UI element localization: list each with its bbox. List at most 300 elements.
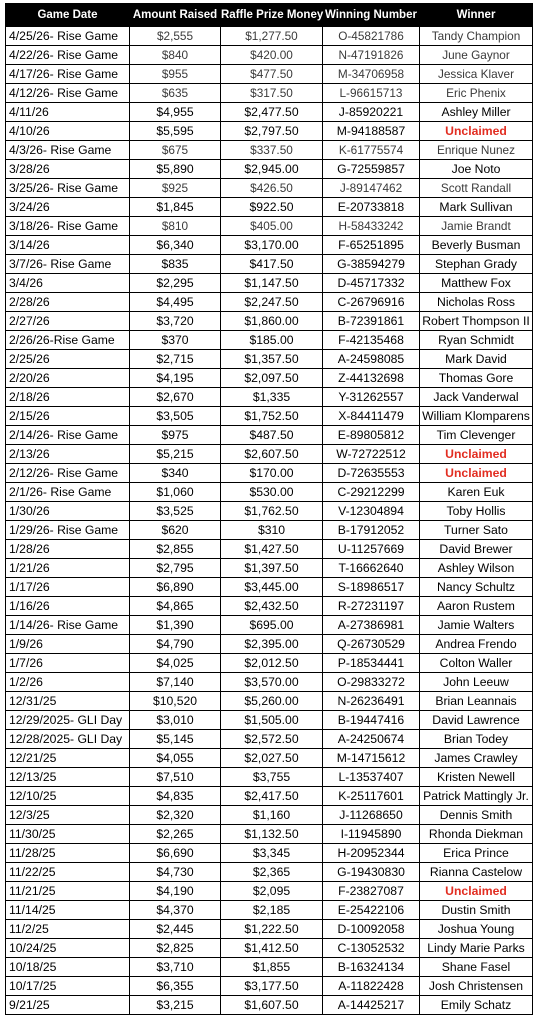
amount-raised-cell: $810	[130, 217, 221, 236]
table-row	[6, 958, 533, 977]
prize-money-cell: $426.50	[221, 179, 323, 198]
amount-raised-cell: $1,390	[130, 616, 221, 635]
prize-money-cell: $317.50	[221, 84, 323, 103]
game-date-cell: 2/1/26- Rise Game	[6, 483, 130, 502]
winner-cell: Unclaimed	[420, 445, 533, 464]
prize-money-cell: $2,185	[221, 901, 323, 920]
game-date-cell: 10/17/25	[6, 977, 130, 996]
game-date-cell: 12/10/25	[6, 787, 130, 806]
game-date-cell: 1/29/26- Rise Game	[6, 521, 130, 540]
winning-number-cell: E-89805812	[323, 426, 420, 445]
prize-money-cell: $3,177.50	[221, 977, 323, 996]
winner-cell: Andrea Frendo	[420, 635, 533, 654]
table-row	[6, 787, 533, 806]
winning-number-cell: G-19430830	[323, 863, 420, 882]
winning-number-cell: C-13052532	[323, 939, 420, 958]
table-row	[6, 217, 533, 236]
game-date-cell: 11/22/25	[6, 863, 130, 882]
winner-cell: Brian Todey	[420, 730, 533, 749]
amount-raised-cell: $4,370	[130, 901, 221, 920]
game-date-cell: 4/11/26	[6, 103, 130, 122]
amount-raised-cell: $5,595	[130, 122, 221, 141]
winner-cell: Jack Vanderwal	[420, 388, 533, 407]
game-date-cell: 4/3/26- Rise Game	[6, 141, 130, 160]
table-row	[6, 388, 533, 407]
winning-number-cell: O-45821786	[323, 27, 420, 46]
table-row	[6, 84, 533, 103]
game-date-cell: 12/29/2025- GLI Day	[6, 711, 130, 730]
winner-cell: Rhonda Diekman	[420, 825, 533, 844]
winner-cell: Nancy Schultz	[420, 578, 533, 597]
amount-raised-cell: $370	[130, 331, 221, 350]
amount-raised-cell: $925	[130, 179, 221, 198]
winner-cell: Joe Noto	[420, 160, 533, 179]
winning-number-cell: P-18534441	[323, 654, 420, 673]
amount-raised-cell: $4,190	[130, 882, 221, 901]
amount-raised-cell: $2,320	[130, 806, 221, 825]
table-row	[6, 597, 533, 616]
game-date-cell: 2/27/26	[6, 312, 130, 331]
prize-money-cell: $1,505.00	[221, 711, 323, 730]
winning-number-cell: O-29833272	[323, 673, 420, 692]
game-date-cell: 2/12/26- Rise Game	[6, 464, 130, 483]
game-date-cell: 1/9/26	[6, 635, 130, 654]
amount-raised-cell: $4,790	[130, 635, 221, 654]
winner-cell: Eric Phenix	[420, 84, 533, 103]
table-row	[6, 27, 533, 46]
winning-number-cell: H-20952344	[323, 844, 420, 863]
table-row	[6, 863, 533, 882]
table-row	[6, 445, 533, 464]
game-date-cell: 1/2/26	[6, 673, 130, 692]
winning-number-cell: K-25117601	[323, 787, 420, 806]
game-date-cell: 10/24/25	[6, 939, 130, 958]
game-date-cell: 3/28/26	[6, 160, 130, 179]
game-date-cell: 1/16/26	[6, 597, 130, 616]
table-row	[6, 426, 533, 445]
table-row	[6, 844, 533, 863]
game-date-cell: 2/28/26	[6, 293, 130, 312]
game-date-cell: 11/28/25	[6, 844, 130, 863]
winner-cell: Tandy Champion	[420, 27, 533, 46]
winning-number-cell: I-11945890	[323, 825, 420, 844]
table-row	[6, 160, 533, 179]
prize-money-cell: $2,365	[221, 863, 323, 882]
winning-number-cell: M-94188587	[323, 122, 420, 141]
prize-money-cell: $1,762.50	[221, 502, 323, 521]
winning-number-cell: F-42135468	[323, 331, 420, 350]
amount-raised-cell: $620	[130, 521, 221, 540]
raffle-results-container	[5, 3, 532, 1015]
prize-money-cell: $310	[221, 521, 323, 540]
game-date-cell: 2/20/26	[6, 369, 130, 388]
winner-cell: Unclaimed	[420, 464, 533, 483]
winner-cell: James Crawley	[420, 749, 533, 768]
table-row	[6, 730, 533, 749]
amount-raised-cell: $6,355	[130, 977, 221, 996]
winner-cell: Enrique Nunez	[420, 141, 533, 160]
game-date-cell: 11/2/25	[6, 920, 130, 939]
winning-number-cell: S-18986517	[323, 578, 420, 597]
winning-number-cell: J-89147462	[323, 179, 420, 198]
game-date-cell: 1/28/26	[6, 540, 130, 559]
header-game-date: Game Date	[6, 4, 130, 27]
winner-cell: Ryan Schmidt	[420, 331, 533, 350]
winner-cell: Scott Randall	[420, 179, 533, 198]
winner-cell: John Leeuw	[420, 673, 533, 692]
winner-cell: William Klomparens	[420, 407, 533, 426]
winning-number-cell: X-84411479	[323, 407, 420, 426]
winner-cell: Jamie Brandt	[420, 217, 533, 236]
prize-money-cell: $2,395.00	[221, 635, 323, 654]
game-date-cell: 12/28/2025- GLI Day	[6, 730, 130, 749]
prize-money-cell: $2,095	[221, 882, 323, 901]
winner-cell: Matthew Fox	[420, 274, 533, 293]
prize-money-cell: $1,855	[221, 958, 323, 977]
winner-cell: Jessica Klaver	[420, 65, 533, 84]
prize-money-cell: $1,335	[221, 388, 323, 407]
prize-money-cell: $1,160	[221, 806, 323, 825]
amount-raised-cell: $4,195	[130, 369, 221, 388]
table-row	[6, 122, 533, 141]
winning-number-cell: C-29212299	[323, 483, 420, 502]
amount-raised-cell: $975	[130, 426, 221, 445]
table-row	[6, 141, 533, 160]
table-body	[6, 27, 533, 1015]
game-date-cell: 12/3/25	[6, 806, 130, 825]
table-row	[6, 407, 533, 426]
header-winner: Winner	[420, 4, 533, 27]
prize-money-cell: $1,607.50	[221, 996, 323, 1015]
winner-cell: David Brewer	[420, 540, 533, 559]
game-date-cell: 1/14/26- Rise Game	[6, 616, 130, 635]
winner-cell: Kristen Newell	[420, 768, 533, 787]
prize-money-cell: $337.50	[221, 141, 323, 160]
amount-raised-cell: $4,955	[130, 103, 221, 122]
prize-money-cell: $420.00	[221, 46, 323, 65]
amount-raised-cell: $4,865	[130, 597, 221, 616]
table-row	[6, 350, 533, 369]
winner-cell: Thomas Gore	[420, 369, 533, 388]
table-row	[6, 502, 533, 521]
amount-raised-cell: $6,340	[130, 236, 221, 255]
table-row	[6, 711, 533, 730]
winning-number-cell: A-11822428	[323, 977, 420, 996]
prize-money-cell: $1,397.50	[221, 559, 323, 578]
amount-raised-cell: $1,845	[130, 198, 221, 217]
table-row	[6, 483, 533, 502]
winning-number-cell: B-16324134	[323, 958, 420, 977]
game-date-cell: 9/21/25	[6, 996, 130, 1015]
game-date-cell: 11/14/25	[6, 901, 130, 920]
winner-cell: David Lawrence	[420, 711, 533, 730]
table-row	[6, 255, 533, 274]
table-row	[6, 825, 533, 844]
table-row	[6, 464, 533, 483]
winning-number-cell: H-58433242	[323, 217, 420, 236]
prize-money-cell: $2,945.00	[221, 160, 323, 179]
prize-money-cell: $1,412.50	[221, 939, 323, 958]
winning-number-cell: F-23827087	[323, 882, 420, 901]
game-date-cell: 2/15/26	[6, 407, 130, 426]
game-date-cell: 3/14/26	[6, 236, 130, 255]
header-winning-number: Winning Number	[323, 4, 420, 27]
prize-money-cell: $1,132.50	[221, 825, 323, 844]
table-row	[6, 616, 533, 635]
prize-money-cell: $487.50	[221, 426, 323, 445]
winner-cell: Josh Christensen	[420, 977, 533, 996]
prize-money-cell: $170.00	[221, 464, 323, 483]
amount-raised-cell: $6,690	[130, 844, 221, 863]
prize-money-cell: $185.00	[221, 331, 323, 350]
table-row	[6, 198, 533, 217]
amount-raised-cell: $7,510	[130, 768, 221, 787]
game-date-cell: 3/7/26- Rise Game	[6, 255, 130, 274]
prize-money-cell: $3,445.00	[221, 578, 323, 597]
amount-raised-cell: $3,505	[130, 407, 221, 426]
prize-money-cell: $922.50	[221, 198, 323, 217]
amount-raised-cell: $5,145	[130, 730, 221, 749]
winning-number-cell: V-12304894	[323, 502, 420, 521]
game-date-cell: 4/22/26- Rise Game	[6, 46, 130, 65]
table-row	[6, 274, 533, 293]
game-date-cell: 1/30/26	[6, 502, 130, 521]
winner-cell: Emily Schatz	[420, 996, 533, 1015]
winner-cell: Mark Sullivan	[420, 198, 533, 217]
winning-number-cell: B-72391861	[323, 312, 420, 331]
prize-money-cell: $2,797.50	[221, 122, 323, 141]
amount-raised-cell: $4,835	[130, 787, 221, 806]
table-row	[6, 103, 533, 122]
prize-money-cell: $1,860.00	[221, 312, 323, 331]
amount-raised-cell: $635	[130, 84, 221, 103]
winner-cell: Unclaimed	[420, 882, 533, 901]
game-date-cell: 11/21/25	[6, 882, 130, 901]
game-date-cell: 11/30/25	[6, 825, 130, 844]
prize-money-cell: $405.00	[221, 217, 323, 236]
winning-number-cell: N-26236491	[323, 692, 420, 711]
amount-raised-cell: $2,855	[130, 540, 221, 559]
winning-number-cell: A-24598085	[323, 350, 420, 369]
amount-raised-cell: $1,060	[130, 483, 221, 502]
amount-raised-cell: $4,055	[130, 749, 221, 768]
game-date-cell: 1/21/26	[6, 559, 130, 578]
winner-cell: Jamie Walters	[420, 616, 533, 635]
winning-number-cell: N-47191826	[323, 46, 420, 65]
table-row	[6, 331, 533, 350]
prize-money-cell: $1,277.50	[221, 27, 323, 46]
amount-raised-cell: $3,525	[130, 502, 221, 521]
winner-cell: Robert Thompson II	[420, 312, 533, 331]
game-date-cell: 3/25/26- Rise Game	[6, 179, 130, 198]
table-row	[6, 749, 533, 768]
amount-raised-cell: $10,520	[130, 692, 221, 711]
game-date-cell: 3/18/26- Rise Game	[6, 217, 130, 236]
prize-money-cell: $1,427.50	[221, 540, 323, 559]
table-row	[6, 65, 533, 84]
prize-money-cell: $3,345	[221, 844, 323, 863]
winning-number-cell: J-85920221	[323, 103, 420, 122]
winning-number-cell: D-10092058	[323, 920, 420, 939]
table-row	[6, 236, 533, 255]
winning-number-cell: A-24250674	[323, 730, 420, 749]
prize-money-cell: $2,432.50	[221, 597, 323, 616]
winning-number-cell: M-34706958	[323, 65, 420, 84]
header-amount-raised: Amount Raised	[130, 4, 221, 27]
prize-money-cell: $695.00	[221, 616, 323, 635]
amount-raised-cell: $340	[130, 464, 221, 483]
table-row	[6, 179, 533, 198]
prize-money-cell: $1,222.50	[221, 920, 323, 939]
prize-money-cell: $2,247.50	[221, 293, 323, 312]
table-row	[6, 635, 533, 654]
header-raffle-prize-money: Raffle Prize Money	[221, 4, 323, 27]
prize-money-cell: $5,260.00	[221, 692, 323, 711]
winner-cell: Stephan Grady	[420, 255, 533, 274]
winner-cell: Erica Prince	[420, 844, 533, 863]
winning-number-cell: T-16662640	[323, 559, 420, 578]
amount-raised-cell: $3,215	[130, 996, 221, 1015]
game-date-cell: 4/17/26- Rise Game	[6, 65, 130, 84]
winning-number-cell: Q-26730529	[323, 635, 420, 654]
winning-number-cell: B-17912052	[323, 521, 420, 540]
winner-cell: Karen Euk	[420, 483, 533, 502]
table-row	[6, 654, 533, 673]
game-date-cell: 2/18/26	[6, 388, 130, 407]
winning-number-cell: A-14425217	[323, 996, 420, 1015]
winner-cell: Nicholas Ross	[420, 293, 533, 312]
winner-cell: Tim Clevenger	[420, 426, 533, 445]
table-row	[6, 293, 533, 312]
game-date-cell: 2/14/26- Rise Game	[6, 426, 130, 445]
winning-number-cell: E-20733818	[323, 198, 420, 217]
amount-raised-cell: $3,010	[130, 711, 221, 730]
winning-number-cell: R-27231197	[323, 597, 420, 616]
amount-raised-cell: $6,890	[130, 578, 221, 597]
winning-number-cell: J-11268650	[323, 806, 420, 825]
prize-money-cell: $2,417.50	[221, 787, 323, 806]
amount-raised-cell: $4,730	[130, 863, 221, 882]
winner-cell: Brian Leannais	[420, 692, 533, 711]
table-row	[6, 977, 533, 996]
winner-cell: June Gaynor	[420, 46, 533, 65]
table-row	[6, 939, 533, 958]
amount-raised-cell: $2,670	[130, 388, 221, 407]
amount-raised-cell: $835	[130, 255, 221, 274]
winner-cell: Beverly Busman	[420, 236, 533, 255]
prize-money-cell: $2,572.50	[221, 730, 323, 749]
winner-cell: Rianna Castelow	[420, 863, 533, 882]
game-date-cell: 12/13/25	[6, 768, 130, 787]
prize-money-cell: $3,755	[221, 768, 323, 787]
winner-cell: Turner Sato	[420, 521, 533, 540]
winner-cell: Ashley Wilson	[420, 559, 533, 578]
amount-raised-cell: $2,795	[130, 559, 221, 578]
game-date-cell: 1/7/26	[6, 654, 130, 673]
prize-money-cell: $1,752.50	[221, 407, 323, 426]
prize-money-cell: $417.50	[221, 255, 323, 274]
game-date-cell: 1/17/26	[6, 578, 130, 597]
amount-raised-cell: $2,445	[130, 920, 221, 939]
table-row	[6, 920, 533, 939]
amount-raised-cell: $955	[130, 65, 221, 84]
winning-number-cell: E-25422106	[323, 901, 420, 920]
game-date-cell: 3/4/26	[6, 274, 130, 293]
table-row	[6, 996, 533, 1015]
winning-number-cell: U-11257669	[323, 540, 420, 559]
amount-raised-cell: $2,715	[130, 350, 221, 369]
winning-number-cell: A-27386981	[323, 616, 420, 635]
winning-number-cell: L-96615713	[323, 84, 420, 103]
winner-cell: Toby Hollis	[420, 502, 533, 521]
prize-money-cell: $1,147.50	[221, 274, 323, 293]
amount-raised-cell: $5,890	[130, 160, 221, 179]
prize-money-cell: $1,357.50	[221, 350, 323, 369]
amount-raised-cell: $4,025	[130, 654, 221, 673]
winner-cell: Joshua Young	[420, 920, 533, 939]
amount-raised-cell: $675	[130, 141, 221, 160]
winner-cell: Patrick Mattingly Jr.	[420, 787, 533, 806]
winner-cell: Dennis Smith	[420, 806, 533, 825]
winner-cell: Dustin Smith	[420, 901, 533, 920]
game-date-cell: 2/26/26-Rise Game	[6, 331, 130, 350]
winner-cell: Lindy Marie Parks	[420, 939, 533, 958]
winning-number-cell: D-72635553	[323, 464, 420, 483]
game-date-cell: 2/13/26	[6, 445, 130, 464]
amount-raised-cell: $840	[130, 46, 221, 65]
amount-raised-cell: $3,720	[130, 312, 221, 331]
winning-number-cell: Y-31262557	[323, 388, 420, 407]
game-date-cell: 10/18/25	[6, 958, 130, 977]
prize-money-cell: $2,012.50	[221, 654, 323, 673]
table-row	[6, 369, 533, 388]
winning-number-cell: B-19447416	[323, 711, 420, 730]
winning-number-cell: K-61775574	[323, 141, 420, 160]
amount-raised-cell: $2,555	[130, 27, 221, 46]
winner-cell: Colton Waller	[420, 654, 533, 673]
amount-raised-cell: $2,265	[130, 825, 221, 844]
table-row	[6, 312, 533, 331]
winning-number-cell: F-65251895	[323, 236, 420, 255]
table-row	[6, 901, 533, 920]
table-row	[6, 46, 533, 65]
amount-raised-cell: $2,825	[130, 939, 221, 958]
raffle-results-table	[5, 3, 533, 1015]
table-row	[6, 521, 533, 540]
table-row	[6, 540, 533, 559]
winner-cell: Shane Fasel	[420, 958, 533, 977]
prize-money-cell: $2,027.50	[221, 749, 323, 768]
game-date-cell: 2/25/26	[6, 350, 130, 369]
table-row	[6, 559, 533, 578]
winning-number-cell: D-45717332	[323, 274, 420, 293]
winner-cell: Unclaimed	[420, 122, 533, 141]
game-date-cell: 3/24/26	[6, 198, 130, 217]
game-date-cell: 4/25/26- Rise Game	[6, 27, 130, 46]
prize-money-cell: $2,097.50	[221, 369, 323, 388]
winning-number-cell: Z-44132698	[323, 369, 420, 388]
amount-raised-cell: $4,495	[130, 293, 221, 312]
game-date-cell: 12/21/25	[6, 749, 130, 768]
table-row	[6, 806, 533, 825]
winning-number-cell: L-13537407	[323, 768, 420, 787]
prize-money-cell: $3,170.00	[221, 236, 323, 255]
game-date-cell: 4/12/26- Rise Game	[6, 84, 130, 103]
winning-number-cell: G-38594279	[323, 255, 420, 274]
winning-number-cell: G-72559857	[323, 160, 420, 179]
winner-cell: Mark David	[420, 350, 533, 369]
amount-raised-cell: $2,295	[130, 274, 221, 293]
